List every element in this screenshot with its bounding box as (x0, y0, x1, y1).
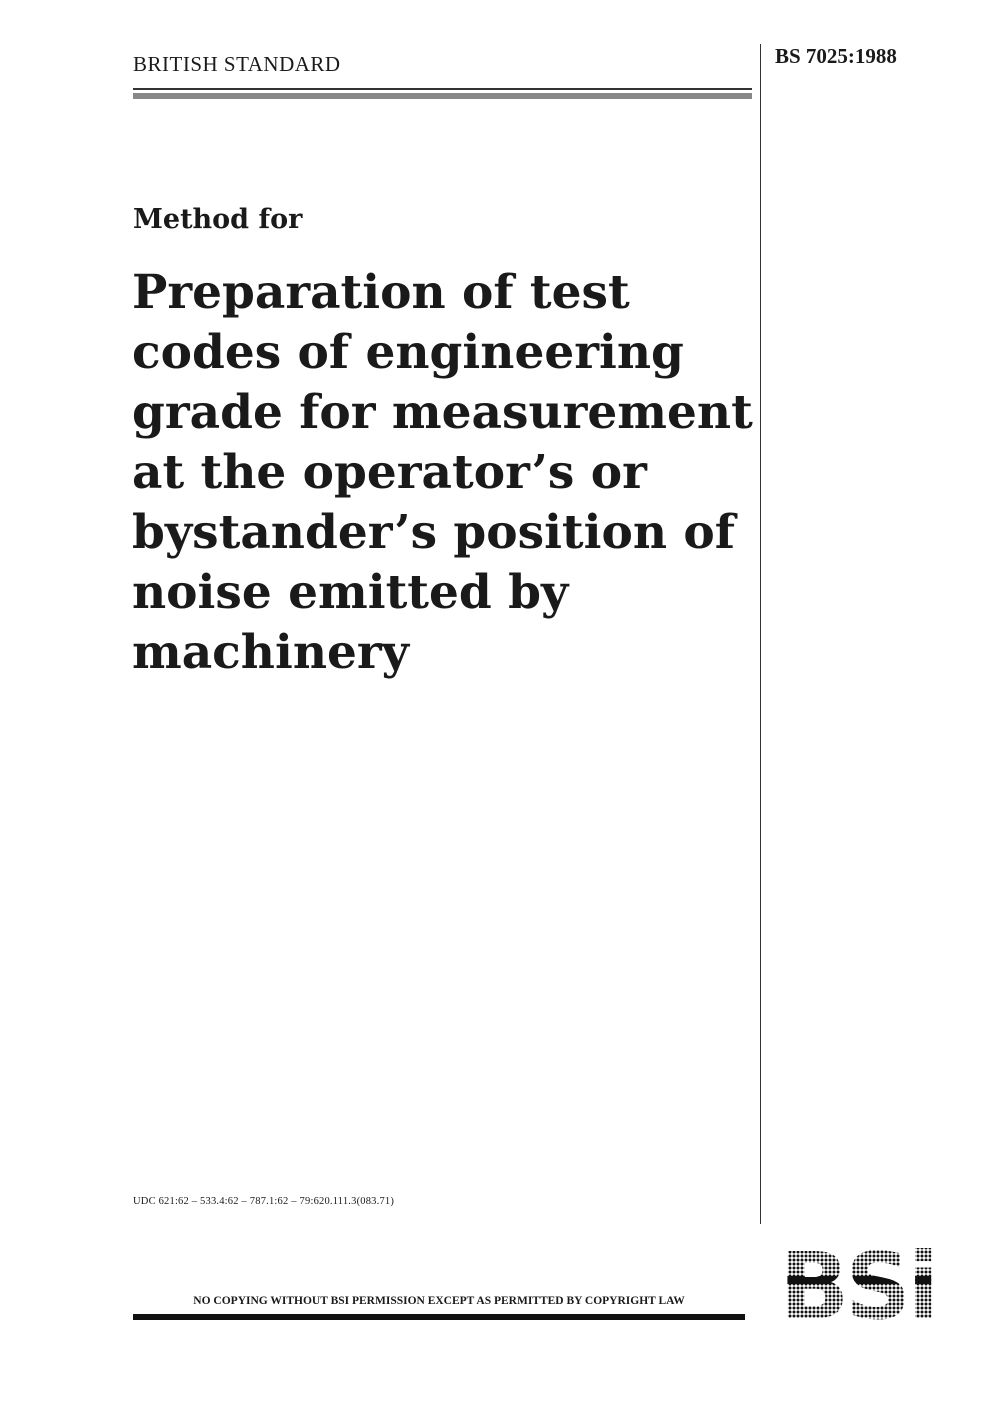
title-line: Preparation of test (132, 265, 630, 320)
standard-series-label: BRITISH STANDARD (133, 52, 341, 76)
copyright-notice: NO COPYING WITHOUT BSI PERMISSION EXCEPT AS PERMITTED BY COPYRIGHT LAW (193, 1295, 685, 1307)
header-rule-thin (133, 88, 752, 90)
document-subtitle: Method for (133, 204, 303, 235)
header-rule-thick (133, 93, 752, 99)
title-line: grade for measurement (132, 385, 753, 440)
vertical-divider (760, 44, 761, 1224)
title-line: bystander’s position of (132, 505, 735, 560)
title-line: at the operator’s or (132, 445, 647, 500)
title-line: codes of engineering (132, 325, 684, 380)
udc-classification: UDC 621:62 – 533.4:62 – 787.1:62 – 79:620.111.3(083.71) (133, 1196, 395, 1207)
title-line: machinery (132, 625, 409, 680)
bsi-logo-icon (768, 1242, 946, 1324)
title-line: noise emitted by (132, 565, 569, 620)
document-title (132, 263, 752, 683)
footer-rule (133, 1314, 745, 1320)
standard-code: BS 7025:1988 (775, 44, 897, 68)
